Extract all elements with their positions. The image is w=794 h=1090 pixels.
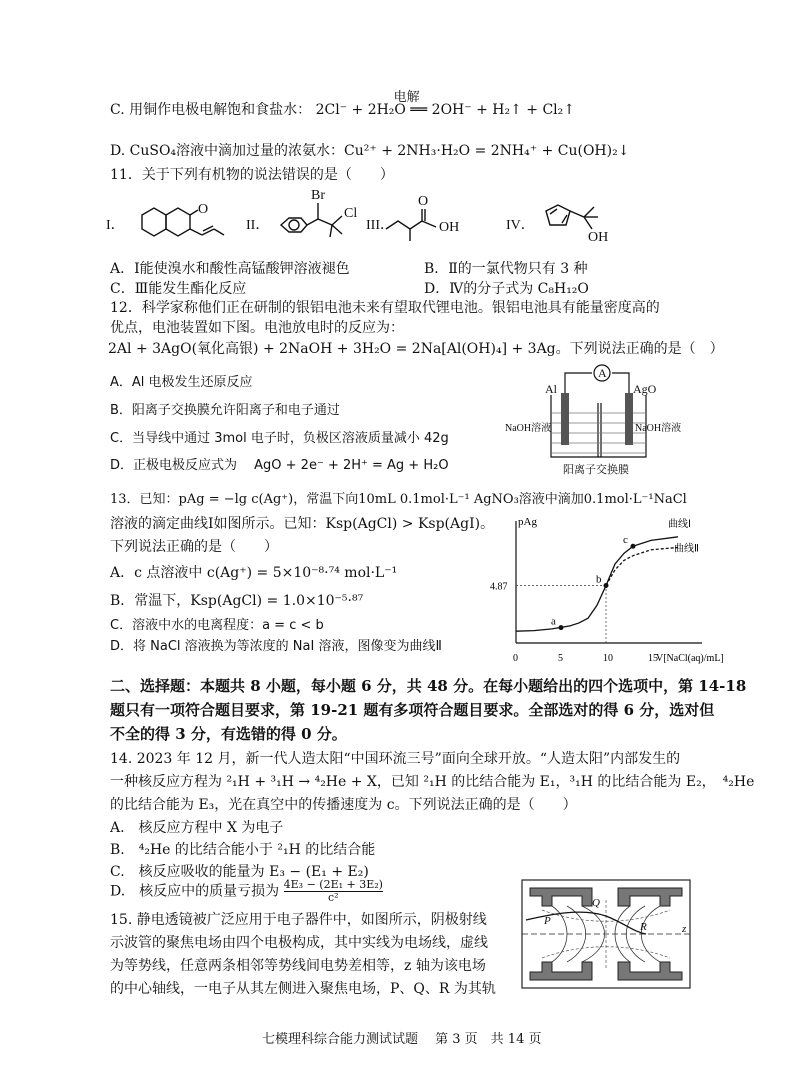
q10-option-c-equation — [315, 90, 575, 118]
q10-option-c-label: C. 用铜作电极电解饱和食盐水： — [110, 102, 312, 118]
structure-i-label: I． — [106, 218, 125, 233]
section2-line2: 题只有一项符合题目要求，第 19-21 题有多项符合题目要求。全部选对的得 6 分，选对但 — [110, 701, 715, 719]
structure-i-ring-left — [142, 208, 166, 236]
ammeter-label: A — [598, 366, 607, 380]
q14-option-d-numerator: 4E₃ − (2E₁ + 3E₂) — [283, 878, 383, 891]
structure-i-carbonyl-bond — [190, 210, 198, 215]
q12-option-c: C．当导线中通过 3mol 电子时，负极区溶液质量减小 42g — [110, 431, 449, 446]
battery-figure — [505, 365, 695, 480]
z-axis-label: z — [682, 923, 687, 935]
chart-series-label: 曲线Ⅰ — [668, 518, 691, 530]
q14-option-c: C. 核反应吸收的能量为 E₃ − (E₁ + E₂) — [110, 864, 369, 880]
structure-i-oxygen: O — [198, 202, 209, 217]
q12-stem-line1: 12．科学家称他们正在研制的银铝电池未来有望取代锂电池。银铝电池具有能量密度高的 — [110, 300, 660, 316]
structure-iii-hydroxyl: OH — [439, 220, 460, 235]
titration-chart-svg — [490, 515, 724, 665]
q10-option-c-condition: 电解 — [393, 90, 420, 105]
structure-iii-oxygen: O — [418, 194, 429, 209]
section2-line1: 二、选择题：本题共 8 小题，每小题 6 分，共 48 分。在每小题给出的四个选项中，第 14-18 — [110, 677, 747, 695]
q12-option-a: A．Al 电极发生还原反应 — [110, 375, 253, 390]
lens-figure-svg — [522, 880, 690, 988]
ago-electrode-label: AgO — [633, 382, 657, 396]
q14-option-d — [110, 879, 383, 904]
q10-option-c — [110, 90, 575, 120]
al-electrode — [561, 393, 569, 445]
structure-ii-label: II． — [246, 218, 270, 233]
q11-option-b: B．Ⅱ的一氯代物只有 3 种 — [424, 261, 588, 277]
q13-option-b: B．常温下，Ksp(AgCl) = 1.0×10⁻⁵·⁸⁷ — [110, 593, 364, 609]
chart-y-tick: 4.87 — [490, 581, 508, 593]
q14-line3: 的比结合能为 E₃，光在真空中的传播速度为 c。下列说法正确的是（ ） — [110, 797, 577, 813]
q14-option-d-denominator: c² — [328, 891, 339, 904]
chart-x-tick: 5 — [558, 653, 563, 664]
titration-chart — [490, 515, 724, 665]
q13-option-c: C．溶液中水的电离程度：a = c < b — [110, 618, 324, 633]
q14-line2: 一种核反应方程为 ²₁H + ³₁H → ⁴₂He + X，已知 ²₁H 的比结合能为 E₁，³₁H 的比结合能为 E₂， ⁴₂He — [110, 774, 755, 790]
chart-point-c — [631, 544, 636, 549]
chart-point-b — [604, 583, 609, 588]
point-q: Q — [592, 897, 600, 909]
point-r: R — [640, 921, 647, 933]
q11-structures — [106, 185, 676, 255]
structure-iii-label: III． — [366, 218, 394, 233]
q12-option-d: D．正极电极反应式为 AgO + 2e⁻ + 2H⁺ = Ag + H₂O — [110, 458, 449, 473]
electrostatic-lens-figure — [522, 880, 690, 988]
chart-point-a — [559, 625, 564, 630]
q10-option-d: D. CuSO₄溶液中滴加过量的浓氨水：Cu²⁺ + 2NH₃·H₂O = 2NH₄⁺ + Cu(OH)₂↓ — [110, 143, 630, 159]
chart-point-label: a — [551, 615, 556, 628]
q11-option-d: D．Ⅳ的分子式为 C₈H₁₂O — [424, 281, 589, 297]
q11-stem: 11．关于下列有机物的说法错误的是（ ） — [110, 167, 394, 183]
chart-point-label: b — [596, 573, 602, 586]
structure-iv-label: IV． — [506, 218, 535, 233]
q14-option-a: A. 核反应方程中 X 为电子 — [110, 820, 284, 836]
q14-option-d-label: D. 核反应中的质量亏损为 — [110, 883, 280, 900]
chart-y-label: pAg — [518, 516, 537, 528]
chart-series-label: 曲线Ⅱ — [674, 543, 699, 555]
ago-electrode — [625, 393, 633, 445]
chart-x-tick: 10 — [603, 653, 613, 664]
structure-ii-chlorine: Cl — [344, 206, 358, 221]
chart-x-tick: 0 — [513, 653, 518, 664]
q15-line1: 15. 静电透镜被广泛应用于电子器件中，如图所示，阴极射线 — [110, 912, 487, 928]
al-electrode-label: Al — [545, 382, 557, 396]
chart-point-label: c — [623, 534, 628, 547]
chart-x-label: V[NaCl(aq)/mL] — [656, 653, 724, 664]
battery-wire-right — [612, 373, 629, 395]
battery-wire-left — [565, 373, 592, 395]
structure-i-ring-right — [166, 208, 190, 236]
q11-option-a: A．Ⅰ能使溴水和酸性高锰酸钾溶液褪色 — [110, 261, 350, 277]
battery-figure-svg — [505, 365, 695, 480]
q14-line1: 14. 2023 年 12 月，新一代人造太阳“中国环流三号”面向全球开放。“人造太阳”内部发生的 — [110, 751, 681, 767]
chart-x-tick: 15 — [648, 653, 658, 664]
page-footer: 七模理科综合能力测试试题 第 3 页 共 14 页 — [262, 1032, 542, 1047]
q13-option-d: D．将 NaCl 溶液换为等浓度的 NaI 溶液，图像变为曲线Ⅱ — [110, 639, 442, 654]
left-solution-label: NaOH溶液 — [505, 423, 552, 434]
section2-line3: 不全的得 3 分，有选错的得 0 分。 — [110, 725, 347, 743]
q15-line3: 为等势线，任意两条相邻等势线间电势差相等，z 轴为该电场 — [110, 958, 486, 974]
q11-option-c: C．Ⅲ能发生酯化反应 — [110, 281, 247, 297]
q11-structures-svg — [106, 185, 676, 255]
q10-option-c-formula: 2Cl⁻ + 2H₂O ══ 2OH⁻ + H₂↑ + Cl₂↑ — [315, 102, 575, 118]
structure-iv-hydroxyl: OH — [588, 230, 609, 245]
q12-stem-line2: 优点，电池装置如下图。电池放电时的反应为： — [110, 320, 404, 336]
q12-equation: 2Al + 3AgO(氧化高银) + 2NaOH + 3H₂O = 2Na[Al(OH)₄] + 3Ag。下列说法正确的是（ ） — [108, 341, 724, 357]
q14-option-d-fraction — [284, 879, 383, 904]
q13-option-a: A．c 点溶液中 c(Ag⁺) = 5×10⁻⁸·⁷⁴ mol·L⁻¹ — [110, 565, 398, 581]
point-p: P — [544, 915, 551, 927]
q13-stem-line2: 溶液的滴定曲线Ⅰ如图所示。已知：Ksp(AgCl) > Ksp(AgI)。 — [110, 516, 495, 532]
right-solution-label: NaOH溶液 — [635, 423, 682, 434]
q13-stem-line3: 下列说法正确的是（ ） — [110, 539, 278, 555]
chart-series-2 — [606, 547, 678, 585]
q15-line4: 的中心轴线，一电子从其左侧进入聚焦电场，P、Q、R 为其轨 — [110, 981, 496, 997]
q14-option-b: B. ⁴₂He 的比结合能小于 ²₁H 的比结合能 — [110, 842, 376, 858]
q15-line2: 示波管的聚焦电场由四个电极构成，其中实线为电场线，虚线 — [110, 935, 488, 951]
structure-ii-bromine: Br — [311, 188, 325, 203]
membrane-label: 阳离子交换膜 — [563, 464, 629, 476]
q12-option-b: B．阳离子交换膜允许阳离子和电子通过 — [110, 403, 340, 418]
q13-stem-line1: 13．已知：pAg = −lg c(Ag⁺)，常温下向10mL 0.1mol·L⁻¹ AgNO₃溶液中滴加0.1mol·L⁻¹NaCl — [110, 492, 687, 507]
